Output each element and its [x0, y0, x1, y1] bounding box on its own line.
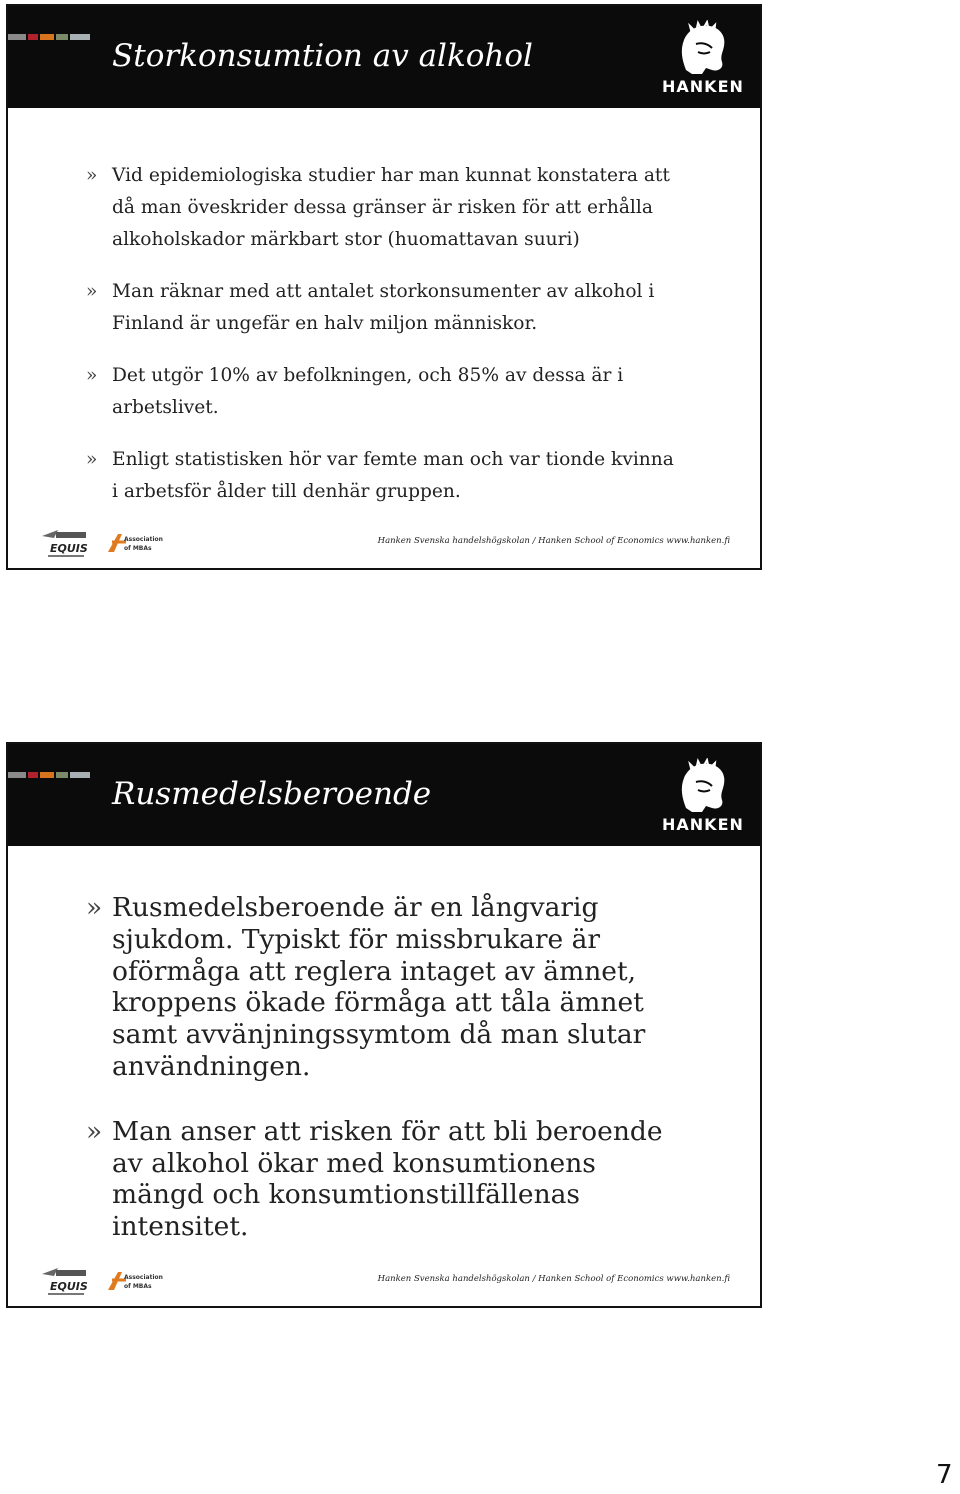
slide-header: [8, 744, 760, 846]
page-number: 7: [936, 1460, 953, 1490]
bullet-item: [86, 276, 720, 340]
bullet-marker: »: [86, 1115, 103, 1147]
slide-footer: [8, 524, 760, 568]
slide-title: Storkonsumtion av alkohol: [112, 38, 533, 74]
bullet-line: Vid epidemiologiska studier har man kunnat konstatera att: [112, 165, 670, 186]
bullet-marker: »: [86, 892, 103, 923]
svg-text:EQUIS: EQUIS: [50, 542, 88, 555]
bullet-line: användningen.: [112, 1050, 311, 1082]
slide-body: [86, 160, 720, 528]
slide-1: [6, 4, 762, 570]
slide-title: Rusmedelsberoende: [112, 776, 432, 812]
hanken-logo: [662, 758, 742, 834]
bullet-line: Man anser att risken för att bli beroende: [112, 1115, 663, 1147]
bullet-item: [86, 360, 720, 424]
bullet-line: av alkohol ökar med konsumtionens: [112, 1147, 596, 1179]
bullet-item: [86, 1116, 720, 1243]
slide-footer: [8, 1262, 760, 1306]
bullet-line: intensitet.: [112, 1211, 249, 1243]
color-stripes: [8, 772, 90, 778]
hanken-logo-text: HANKEN: [662, 815, 744, 834]
svg-text:EQUIS: EQUIS: [50, 1280, 88, 1293]
amba-logo: [106, 1270, 170, 1292]
hanken-logo: [662, 20, 742, 96]
bullet-item: [86, 444, 720, 508]
bullet-marker: »: [86, 165, 98, 186]
svg-text:of MBAs: of MBAs: [124, 1283, 152, 1290]
bullet-item: [86, 160, 720, 256]
amba-logo: [106, 532, 170, 554]
slide-2: [6, 742, 762, 1308]
color-stripes: [8, 34, 90, 40]
bullet-line: Man räknar med att antalet storkonsumenter av alkohol i: [112, 281, 655, 302]
hanken-head-icon: [662, 20, 742, 76]
hanken-head-icon: [662, 758, 742, 814]
bullet-line: arbetslivet.: [112, 397, 219, 418]
slide-body: [86, 892, 720, 1276]
footer-text: Hanken Svenska handelshögskolan / Hanken School of Economics www.hanken.fi: [377, 536, 730, 546]
bullet-line: Enligt statistisken hör var femte man och var tionde kvinna: [112, 449, 674, 470]
equis-logo: [36, 526, 94, 560]
slide-header: [8, 6, 760, 108]
bullet-line: då man öveskrider dessa gränser är risken för att erhålla: [112, 197, 653, 218]
equis-logo: [36, 1264, 94, 1298]
bullet-marker: »: [86, 449, 98, 470]
svg-text:Association: Association: [124, 1274, 163, 1281]
bullet-line: sjukdom. Typiskt för missbrukare är: [112, 923, 601, 955]
bullet-line: samt avvänjningssymtom då man slutar: [112, 1019, 646, 1051]
bullet-line: mängd och konsumtionstillfällenas: [112, 1179, 581, 1211]
bullet-line: oförmåga att reglera intaget av ämnet,: [112, 955, 637, 987]
bullet-item: [86, 892, 720, 1083]
bullet-line: kroppens ökade förmåga att tåla ämnet: [112, 987, 644, 1019]
svg-text:Association: Association: [124, 536, 163, 543]
footer-text: Hanken Svenska handelshögskolan / Hanken School of Economics www.hanken.fi: [377, 1274, 730, 1284]
bullet-line: Finland är ungefär en halv miljon människor.: [112, 313, 538, 334]
hanken-logo-text: HANKEN: [662, 77, 744, 96]
bullet-marker: »: [86, 281, 98, 302]
bullet-marker: »: [86, 365, 98, 386]
bullet-line: i arbetsför ålder till denhär gruppen.: [112, 481, 461, 502]
bullet-line: Rusmedelsberoende är en långvarig: [112, 892, 599, 923]
bullet-line: Det utgör 10% av befolkningen, och 85% av dessa är i: [112, 365, 624, 386]
svg-text:of MBAs: of MBAs: [124, 545, 152, 552]
bullet-line: alkoholskador märkbart stor (huomattavan suuri): [112, 229, 580, 250]
